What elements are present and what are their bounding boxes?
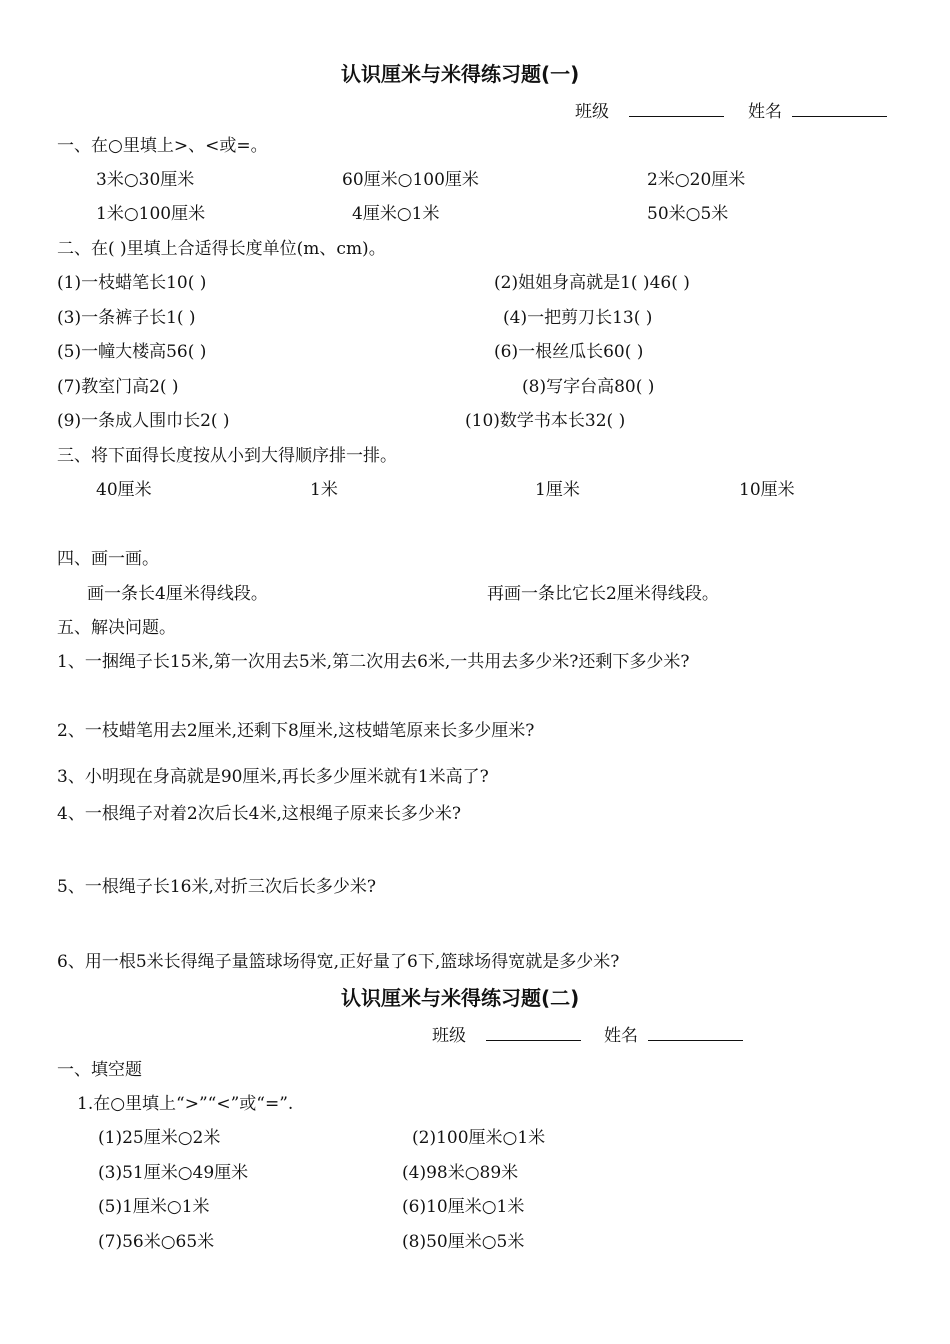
name-label: 姓名 <box>748 102 782 122</box>
compare-item: (4)98米○89米 <box>402 1163 519 1183</box>
s2-item: (6)一根丝瓜长60( ) <box>494 342 644 362</box>
s3-item: 40厘米 <box>96 480 152 500</box>
s5-problem: 4、一根绳子对着2次后长4米,这根绳子原来长多少米? <box>57 804 461 824</box>
s2-item: (5)一幢大楼高56( ) <box>57 342 207 362</box>
compare-item: (3)51厘米○49厘米 <box>98 1163 249 1183</box>
sheet1-title: 认识厘米与米得练习题(一) <box>341 62 580 86</box>
s5-problem: 1、一捆绳子长15米,第一次用去5米,第二次用去6米,一共用去多少米?还剩下多少米? <box>57 652 690 672</box>
s3-item: 1米 <box>310 480 338 500</box>
compare-item: (6)10厘米○1米 <box>402 1197 525 1217</box>
s1-item: 60厘米○100厘米 <box>342 170 479 190</box>
sheet2-s1-heading: 一、填空题 <box>57 1060 142 1080</box>
s3-item: 10厘米 <box>739 480 795 500</box>
s1-item: 50米○5米 <box>647 204 729 224</box>
compare-item: (7)56米○65米 <box>98 1232 215 1252</box>
s2-item: (2)姐姐身高就是1( )46( ) <box>494 273 690 293</box>
class-label: 班级 <box>575 102 609 122</box>
s3-heading: 三、将下面得长度按从小到大得顺序排一排。 <box>57 446 397 466</box>
name-blank[interactable] <box>792 100 887 117</box>
sheet1-class-field <box>575 100 724 123</box>
s2-item: (4)一把剪刀长13( ) <box>503 308 653 328</box>
s1-heading: 一、在○里填上>、<或=。 <box>57 136 268 156</box>
s1-item: 3米○30厘米 <box>96 170 195 190</box>
class-label: 班级 <box>432 1026 466 1046</box>
name-blank[interactable] <box>648 1024 743 1041</box>
s2-item: (1)一枝蜡笔长10( ) <box>57 273 207 293</box>
s2-item: (8)写字台高80( ) <box>522 377 655 397</box>
compare-item: (8)50厘米○5米 <box>402 1232 525 1252</box>
sheet2-s1-subheading: 1.在○里填上“>”“<”或“=”. <box>77 1094 294 1114</box>
s1-item: 4厘米○1米 <box>352 204 440 224</box>
s1-item: 2米○20厘米 <box>647 170 746 190</box>
s4-item: 画一条长4厘米得线段。 <box>87 584 268 604</box>
sheet1-name-field <box>748 100 887 123</box>
s2-item: (9)一条成人围巾长2( ) <box>57 411 230 431</box>
name-label: 姓名 <box>604 1026 638 1046</box>
s5-problem: 5、一根绳子长16米,对折三次后长多少米? <box>57 877 376 897</box>
s4-heading: 四、画一画。 <box>57 549 159 569</box>
s1-item: 1米○100厘米 <box>96 204 206 224</box>
s5-problem: 2、一枝蜡笔用去2厘米,还剩下8厘米,这枝蜡笔原来长多少厘米? <box>57 721 535 741</box>
compare-item: (2)100厘米○1米 <box>412 1128 546 1148</box>
s2-heading: 二、在( )里填上合适得长度单位(m、cm)。 <box>57 239 386 259</box>
s5-heading: 五、解决问题。 <box>57 618 176 638</box>
compare-item: (1)25厘米○2米 <box>98 1128 221 1148</box>
s4-item: 再画一条比它长2厘米得线段。 <box>487 584 719 604</box>
s2-item: (10)数学书本长32( ) <box>465 411 626 431</box>
compare-item: (5)1厘米○1米 <box>98 1197 210 1217</box>
sheet2-class-field <box>432 1024 581 1047</box>
s2-item: (3)一条裤子长1( ) <box>57 308 196 328</box>
s3-item: 1厘米 <box>535 480 580 500</box>
sheet2-title: 认识厘米与米得练习题(二) <box>341 986 580 1010</box>
s5-problem: 6、用一根5米长得绳子量篮球场得宽,正好量了6下,篮球场得宽就是多少米? <box>57 952 620 972</box>
class-blank[interactable] <box>486 1024 581 1041</box>
s2-item: (7)教室门高2( ) <box>57 377 179 397</box>
s5-problem: 3、小明现在身高就是90厘米,再长多少厘米就有1米高了? <box>57 767 489 787</box>
sheet2-name-field <box>604 1024 743 1047</box>
class-blank[interactable] <box>629 100 724 117</box>
